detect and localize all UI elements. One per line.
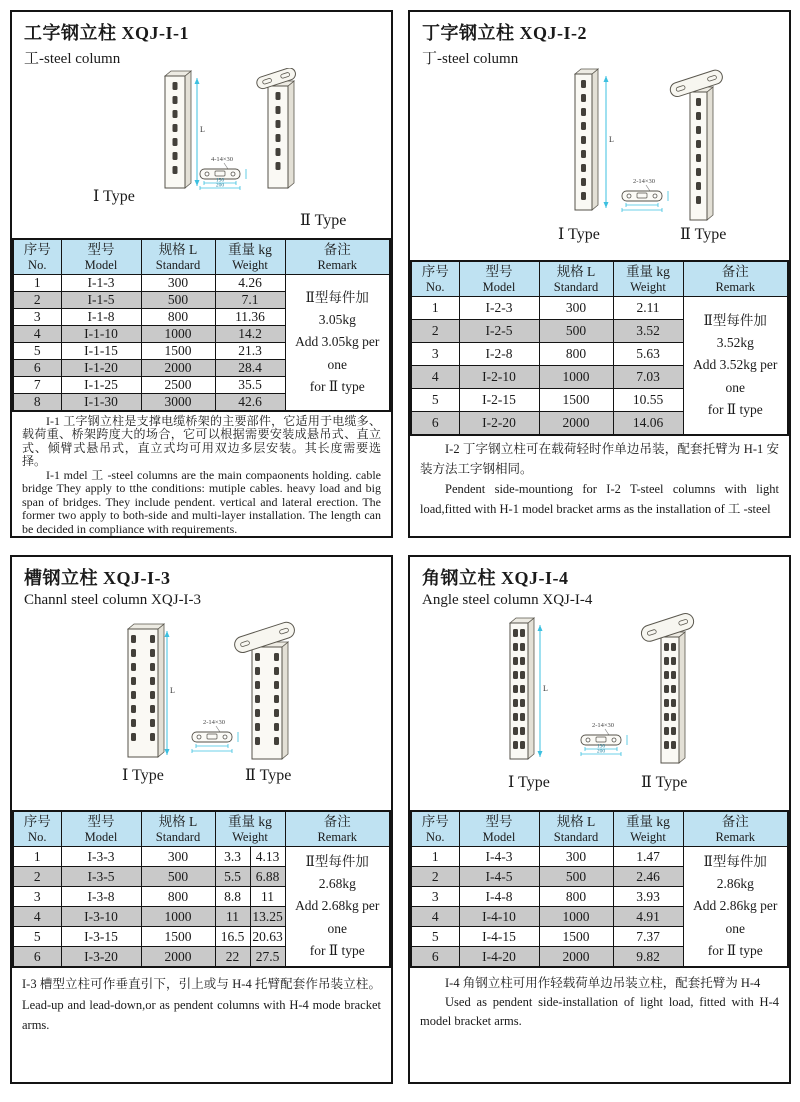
title-block [410, 557, 789, 609]
description-paragraph: I-3 槽型立柱可作垂直引下，引上或与 H-4 托臂配套作吊装立柱。 Lead-up and lead-down,or as pendent columns with H-4 mode bracket arms. [22, 977, 381, 1033]
spec-cell: 6 [411, 412, 459, 436]
spec-cell: 300 [141, 275, 215, 292]
spec-table [410, 260, 789, 436]
remark-line: Add 3.52kg per one [693, 357, 778, 395]
spec-cell: 14.06 [613, 412, 683, 436]
spec-cell: 2.46 [613, 867, 683, 887]
spec-cell: 3.52 [613, 320, 683, 343]
column-header: 备注 Remark [285, 811, 390, 847]
description-paragraph: Used as pendent side-installation of light load, fitted with H-4 model bracket arms. [420, 994, 779, 1028]
spec-table [410, 810, 789, 968]
remark-line: 3.52kg [716, 335, 754, 351]
column-header: 备注 Remark [683, 261, 788, 297]
spec-cell: 8 [13, 394, 61, 412]
type-ii-label: Ⅱ Type [245, 767, 292, 784]
spec-cell: 11 [250, 887, 285, 907]
spec-table [12, 238, 391, 412]
spec-cell: 11 [215, 907, 250, 927]
spec-cell: 2 [13, 292, 61, 309]
column-header: 重量 kg Weight [613, 261, 683, 297]
product-panel-xqj-i-2 [408, 10, 791, 538]
spec-cell: 800 [539, 887, 613, 907]
spec-cell: 1 [411, 297, 459, 320]
spec-cell: 6 [13, 947, 61, 968]
spec-cell: 2.11 [613, 297, 683, 320]
svg-text:4-14×30: 4-14×30 [210, 156, 234, 163]
spec-cell: I-3-5 [61, 867, 141, 887]
spec-cell: 1.47 [613, 847, 683, 867]
spec-cell: 1000 [539, 366, 613, 389]
technical-drawing-area [410, 68, 789, 260]
spec-cell: 16.5 [215, 927, 250, 947]
spec-cell: I-2-8 [459, 343, 539, 366]
spec-cell: 1500 [539, 389, 613, 412]
remark-line: Ⅱ型每件加 [703, 312, 767, 328]
spec-cell: 800 [141, 309, 215, 326]
spec-cell: 42.6 [215, 394, 285, 412]
spec-cell: 5 [411, 389, 459, 412]
remark-line: for Ⅱ type [309, 942, 365, 958]
spec-cell: 500 [539, 867, 613, 887]
spec-cell: 3000 [141, 394, 215, 412]
product-panel-xqj-i-3 [10, 555, 393, 1084]
spec-row [13, 847, 390, 867]
spec-cell: 4 [13, 907, 61, 927]
remark-line: for Ⅱ type [707, 401, 763, 417]
remark-line: 2.68kg [318, 876, 356, 892]
title-block [12, 557, 391, 609]
type-i-label: Ⅰ Type [122, 767, 164, 784]
column-header: 型号 Model [459, 261, 539, 297]
description-paragraph: I-1 工字钢立柱是支撑电缆桥架的主要部件，它适用于电缆多、载荷重、桥架跨度大的场合，它可以根据需要安装成悬吊式、直立式、倾臂式悬吊式，直立式均可用双边多层安装。其长度需要选择。 [22, 414, 381, 469]
column-header: 规格 L Standard [539, 811, 613, 847]
spec-cell: 3 [411, 887, 459, 907]
spec-cell: I-1-8 [61, 309, 141, 326]
spec-cell: 10.55 [613, 389, 683, 412]
spec-cell: I-1-25 [61, 377, 141, 394]
spec-row [13, 275, 390, 292]
spec-cell: I-2-20 [459, 412, 539, 436]
column-header: 序号 No. [13, 239, 61, 275]
spec-cell: 3.3 [215, 847, 250, 867]
remark-line: Add 2.86kg per one [693, 898, 778, 936]
svg-text:L: L [543, 684, 548, 693]
spec-cell: I-1-15 [61, 343, 141, 360]
svg-text:200: 200 [596, 748, 606, 755]
column-header: 型号 Model [61, 239, 141, 275]
spec-cell: I-4-15 [459, 927, 539, 947]
spec-cell: 6 [411, 947, 459, 968]
remark-line: Add 3.05kg per one [295, 334, 380, 372]
spec-row [411, 297, 788, 320]
remark-line: for Ⅱ type [707, 942, 763, 958]
spec-cell: 2 [411, 320, 459, 343]
description-paragraph: Pendent side-mountiong for I-2 T-steel columns with light load,fitted with H-1 model bracket arms as the installation of 工 -steel [420, 482, 779, 516]
spec-cell: I-1-5 [61, 292, 141, 309]
title-block [12, 12, 391, 68]
spec-cell: 500 [141, 292, 215, 309]
remark-line: Ⅱ型每件加 [305, 853, 369, 869]
spec-cell: 1 [13, 275, 61, 292]
spec-cell: 1000 [539, 907, 613, 927]
spec-cell: I-3-15 [61, 927, 141, 947]
spec-cell: 1500 [539, 927, 613, 947]
type-ii-label: Ⅱ Type [641, 774, 688, 791]
column-header: 序号 No. [411, 811, 459, 847]
technical-drawing-area [410, 609, 789, 810]
remark-line: Ⅱ型每件加 [703, 853, 767, 869]
spec-cell: 27.5 [250, 947, 285, 968]
spec-cell: 2000 [539, 947, 613, 968]
spec-cell: 22 [215, 947, 250, 968]
svg-text:2-14×30: 2-14×30 [591, 722, 615, 729]
spec-cell: 13.25 [250, 907, 285, 927]
spec-cell: I-4-8 [459, 887, 539, 907]
svg-text:2-14×30: 2-14×30 [632, 178, 656, 185]
spec-cell: I-1-20 [61, 360, 141, 377]
column-header: 规格 L Standard [539, 261, 613, 297]
spec-cell: 1 [13, 847, 61, 867]
product-title-cn: 角钢立柱 XQJ-I-4 [422, 568, 569, 588]
title-block [410, 12, 789, 68]
spec-cell: 5 [13, 927, 61, 947]
spec-cell: I-2-10 [459, 366, 539, 389]
product-title-en: 工-steel column [24, 51, 121, 67]
spec-cell: I-1-30 [61, 394, 141, 412]
spec-cell: 800 [141, 887, 215, 907]
technical-drawing [410, 609, 789, 810]
spec-cell: 5 [13, 343, 61, 360]
remark-line: Add 2.68kg per one [295, 898, 380, 936]
type-ii-label: Ⅱ Type [680, 226, 727, 243]
spec-cell: 35.5 [215, 377, 285, 394]
spec-cell: 7 [13, 377, 61, 394]
spec-cell: I-3-20 [61, 947, 141, 968]
spec-cell: I-3-3 [61, 847, 141, 867]
spec-cell: 800 [539, 343, 613, 366]
spec-cell: I-2-3 [459, 297, 539, 320]
column-header: 序号 No. [13, 811, 61, 847]
spec-cell: 5.63 [613, 343, 683, 366]
spec-cell: 4 [411, 366, 459, 389]
spec-cell: 3 [13, 309, 61, 326]
product-title-en: Angle steel column XQJ-I-4 [422, 592, 593, 608]
product-description [410, 436, 789, 536]
spec-cell: 21.3 [215, 343, 285, 360]
remark-line: for Ⅱ type [309, 378, 365, 394]
spec-cell: 4 [411, 907, 459, 927]
spec-cell: I-4-3 [459, 847, 539, 867]
svg-text:L: L [170, 686, 175, 695]
description-paragraph: I-1 mdel 工 -steel columns are the main compaonents holding. cable bridge They apply to tthe conditions: mutiple cables. heavy load and big span of bridges. They include pendent. vertical and lateral erection. The former two apply to both-side and multi-layer installation. The length can be decided in compliance with requirements. [22, 467, 381, 536]
spec-cell: 2 [13, 867, 61, 887]
type-ii-label: Ⅱ Type [300, 212, 347, 229]
remark-cell [285, 275, 390, 412]
product-description [12, 968, 391, 1082]
spec-cell: I-1-10 [61, 326, 141, 343]
remark-cell [683, 297, 788, 436]
product-title-en: 丁-steel column [422, 51, 519, 67]
svg-text:L: L [609, 135, 614, 144]
svg-text:150: 150 [215, 177, 225, 184]
column-header: 型号 Model [459, 811, 539, 847]
spec-cell: 1000 [141, 326, 215, 343]
spec-cell: 9.82 [613, 947, 683, 968]
spec-cell: I-4-20 [459, 947, 539, 968]
column-header: 备注 Remark [285, 239, 390, 275]
product-description [12, 412, 391, 538]
spec-cell: 2000 [141, 947, 215, 968]
svg-text:2-14×30: 2-14×30 [202, 719, 226, 726]
spec-cell: 2000 [539, 412, 613, 436]
remark-cell [683, 847, 788, 968]
type-i-label: Ⅰ Type [93, 188, 135, 205]
description-paragraph: I-4 角钢立柱可用作轻载荷单边吊装立柱，配套托臂为 H-4 [445, 976, 761, 990]
column-header: 规格 L Standard [141, 811, 215, 847]
header-row [411, 261, 788, 297]
spec-cell: 5.5 [215, 867, 250, 887]
spec-cell: I-1-3 [61, 275, 141, 292]
product-panel-xqj-i-1 [10, 10, 393, 538]
column-header: 序号 No. [411, 261, 459, 297]
spec-cell: 8.8 [215, 887, 250, 907]
header-row [13, 239, 390, 275]
spec-cell: 4.13 [250, 847, 285, 867]
technical-drawing [12, 609, 391, 810]
spec-cell: 3.93 [613, 887, 683, 907]
column-header: 规格 L Standard [141, 239, 215, 275]
column-header: 重量 kg Weight [215, 239, 285, 275]
spec-cell: 1500 [141, 927, 215, 947]
type-i-label: Ⅰ Type [508, 774, 550, 791]
spec-cell: 500 [539, 320, 613, 343]
remark-line: Ⅱ型每件加 [305, 289, 369, 305]
header-row [13, 811, 390, 847]
spec-cell: 11.36 [215, 309, 285, 326]
spec-cell: I-2-15 [459, 389, 539, 412]
spec-cell: 20.63 [250, 927, 285, 947]
technical-drawing-area [12, 609, 391, 810]
column-header: 备注 Remark [683, 811, 788, 847]
remark-line: 2.86kg [716, 876, 754, 892]
product-panel-xqj-i-4 [408, 555, 791, 1084]
spec-cell: 4.26 [215, 275, 285, 292]
header-row [411, 811, 788, 847]
spec-cell: 14.2 [215, 326, 285, 343]
spec-cell: I-2-5 [459, 320, 539, 343]
spec-cell: 3 [411, 343, 459, 366]
spec-row [411, 847, 788, 867]
spec-cell: 28.4 [215, 360, 285, 377]
spec-cell: 300 [539, 297, 613, 320]
column-header: 重量 kg Weight [215, 811, 285, 847]
technical-drawing-area [12, 68, 391, 238]
product-title-cn: 工字钢立柱 XQJ-I-1 [24, 23, 189, 43]
spec-cell: 1500 [141, 343, 215, 360]
spec-cell: 4 [13, 326, 61, 343]
spec-cell: I-3-8 [61, 887, 141, 907]
type-i-label: Ⅰ Type [558, 226, 600, 243]
product-description [410, 968, 789, 1082]
spec-cell: 7.03 [613, 366, 683, 389]
spec-cell: 500 [141, 867, 215, 887]
column-header: 重量 kg Weight [613, 811, 683, 847]
description-paragraph: I-2 丁字钢立柱可在载荷轻时作单边吊装，配套托臂为 H-1 安装方法工字钢相同。 [420, 442, 779, 476]
spec-cell: 6.88 [250, 867, 285, 887]
spec-cell: I-3-10 [61, 907, 141, 927]
spec-cell: 4.91 [613, 907, 683, 927]
spec-cell: 6 [13, 360, 61, 377]
remark-line: 3.05kg [318, 312, 356, 328]
spec-table [12, 810, 391, 968]
column-header: 型号 Model [61, 811, 141, 847]
spec-cell: I-4-5 [459, 867, 539, 887]
spec-cell: 2500 [141, 377, 215, 394]
spec-cell: 5 [411, 927, 459, 947]
remark-cell [285, 847, 390, 968]
spec-cell: 1 [411, 847, 459, 867]
spec-cell: I-4-10 [459, 907, 539, 927]
svg-text:L: L [200, 125, 205, 134]
spec-cell: 2 [411, 867, 459, 887]
spec-cell: 2000 [141, 360, 215, 377]
spec-cell: 1000 [141, 907, 215, 927]
spec-cell: 300 [141, 847, 215, 867]
product-title-cn: 丁字钢立柱 XQJ-I-2 [422, 23, 587, 43]
spec-cell: 3 [13, 887, 61, 907]
product-title-cn: 槽钢立柱 XQJ-I-3 [24, 568, 171, 588]
spec-cell: 300 [539, 847, 613, 867]
product-title-en: Channl steel column XQJ-I-3 [24, 592, 202, 608]
svg-text:200: 200 [215, 182, 225, 189]
svg-text:130: 130 [596, 743, 606, 750]
spec-cell: 7.1 [215, 292, 285, 309]
spec-cell: 7.37 [613, 927, 683, 947]
